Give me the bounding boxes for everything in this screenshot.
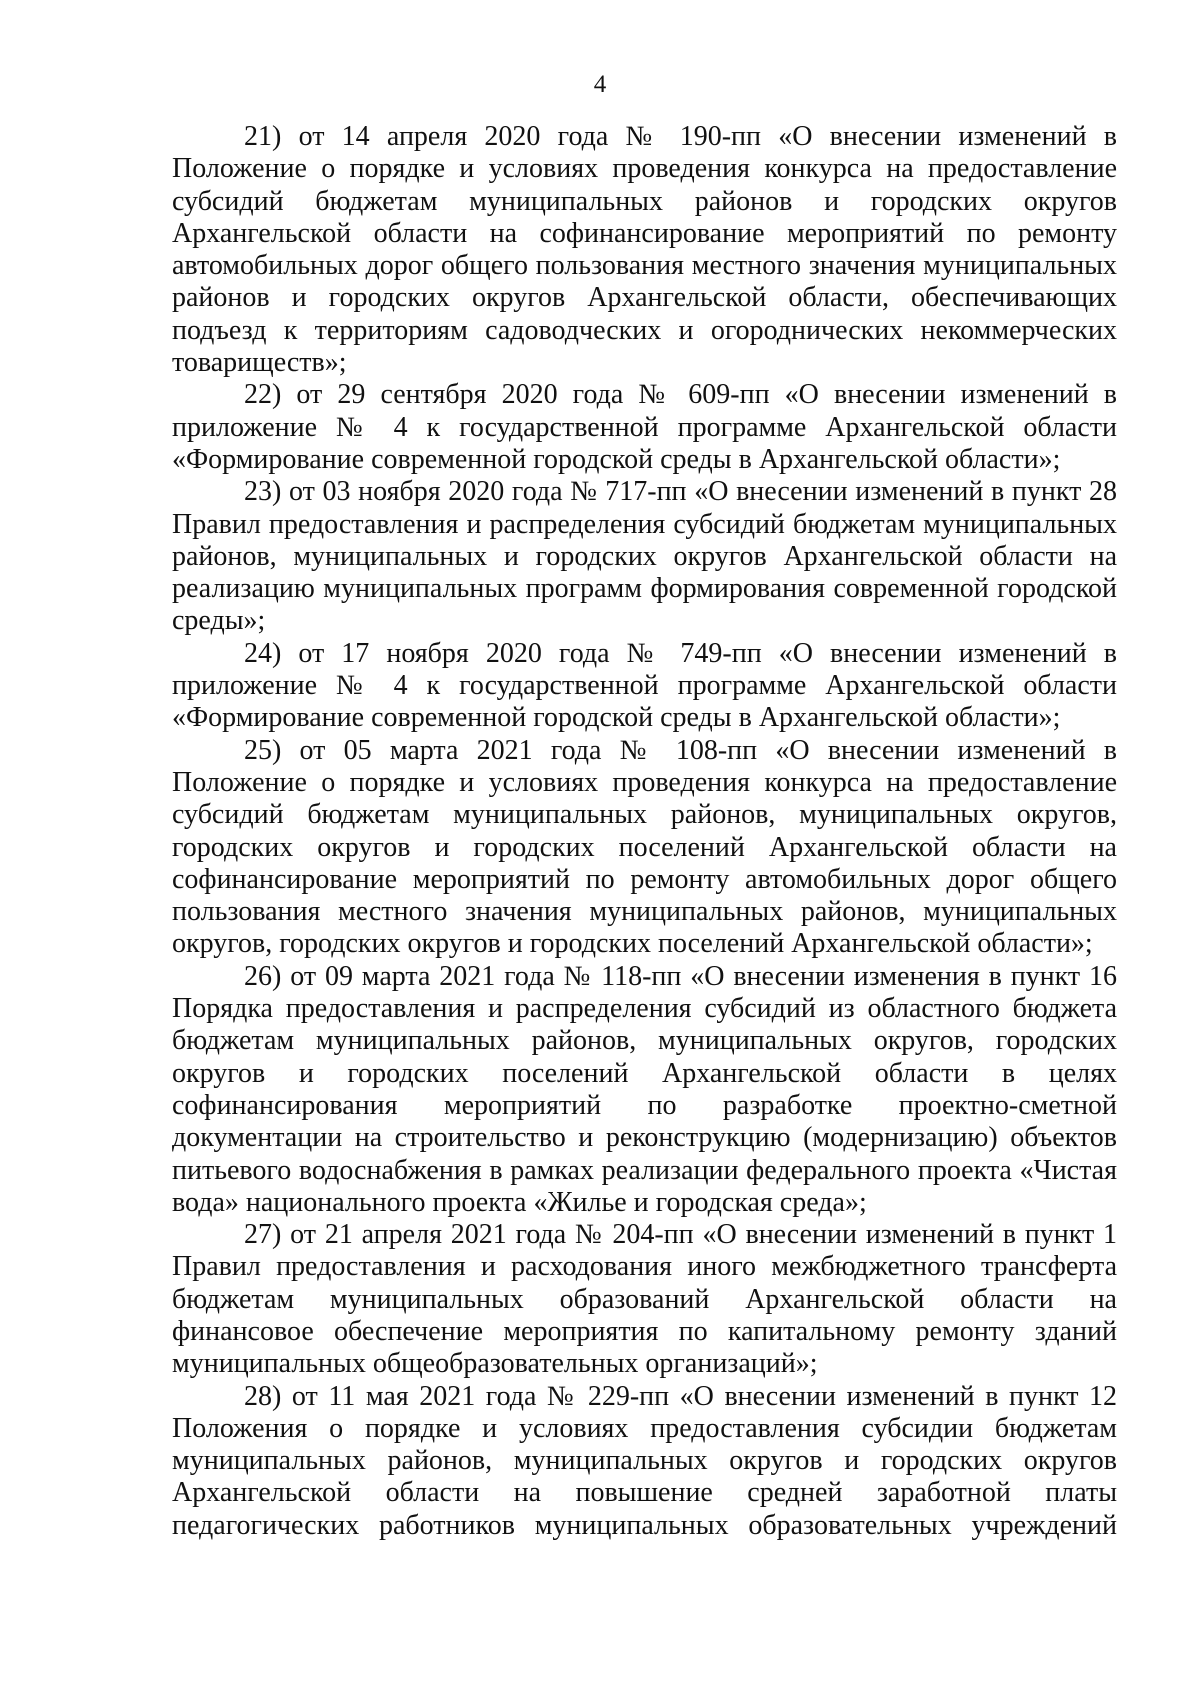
item-number: 24) bbox=[244, 637, 282, 669]
list-item-26 bbox=[172, 961, 1117, 1219]
list-item-28 bbox=[172, 1381, 1117, 1542]
item-number: 26) bbox=[244, 960, 282, 992]
list-item-27 bbox=[172, 1219, 1117, 1380]
item-number: 23) bbox=[244, 476, 282, 508]
item-text: от 05 марта 2021 года № 108-пп «О внесении изменений в Положение о порядке и условиях проведения конкурса на предоставление субсидий бюджетам муниципальных районов, муниципальных округов, городских округов и городских поселений Архангельской области на софинансирование мероприятий по ремонту автомобильных дорог общего пользования местного значения муниципальных районов, муниципальных округов, городских округов и городских поселений Архангельской области»; bbox=[172, 734, 1118, 960]
list-item-22 bbox=[172, 379, 1117, 476]
item-number: 25) bbox=[244, 734, 282, 766]
item-number: 27) bbox=[244, 1219, 282, 1251]
item-text: от 17 ноября 2020 года № 749-пп «О внесении изменений в приложение № 4 к государственной программе Архангельской области «Формирование современной городской среды в Архангельской области»; bbox=[172, 637, 1118, 734]
list-item-25 bbox=[172, 735, 1117, 961]
page-number: 4 bbox=[593, 71, 607, 98]
list-item-21 bbox=[172, 121, 1117, 379]
item-number: 21) bbox=[244, 121, 282, 152]
list-item-24 bbox=[172, 638, 1117, 735]
item-text: от 03 ноября 2020 года № 717-пп «О внесении изменений в пункт 28 Правил предоставления и распределения субсидий бюджетам муниципальных районов, муниципальных и городских округов Архангельской области на реализацию муниципальных программ формирования современной городской среды»; bbox=[172, 476, 1117, 637]
item-number: 28) bbox=[244, 1380, 282, 1412]
item-text: от 29 сентября 2020 года № 609-пп «О внесении изменений в приложение № 4 к государственной программе Архангельской области «Формирование современной городской среды в Архангельской области»; bbox=[172, 379, 1118, 475]
item-number: 22) bbox=[244, 379, 282, 411]
item-text: от 14 апреля 2020 года № 190-пп «О внесении изменений в Положение о порядке и условиях проведения конкурса на предоставление субсидий бюджетам муниципальных районов и городских округов Архангельской области на софинансирование мероприятий по ремонту автомобильных дорог общего пользования местного значения муниципальных районов и городских округов Архангельской области, обеспечивающих подъезд к территориям садоводческих и огороднических некоммерческих товариществ»; bbox=[172, 121, 1118, 379]
item-text: от 11 мая 2021 года № 229-пп «О внесении изменений в пункт 12 Положения о порядке и условиях предоставления субсидии бюджетам муниципальных районов, муниципальных округов и городских округов Архангельской области на повышение средней заработной платы педагогических работников муниципальных образовательных учреждений bbox=[172, 1380, 1117, 1541]
item-text: от 09 марта 2021 года № 118-пп «О внесении изменения в пункт 16 Порядка предоставления и распределения субсидий из областного бюджета бюджетам муниципальных районов, муниципальных округов, городских округов и городских поселений Архангельской области в целях софинансирования мероприятий по разработке проектно-сметной документации на строительство и реконструкцию (модернизацию) объектов питьевого водоснабжения в рамках реализации федерального проекта «Чистая вода» национального проекта «Жилье и городская среда»; bbox=[172, 960, 1118, 1218]
list-item-23 bbox=[172, 476, 1117, 637]
document-body bbox=[172, 121, 1117, 1542]
item-text: от 21 апреля 2021 года № 204-пп «О внесении изменений в пункт 1 Правил предоставления и расходования иного межбюджетного трансферта бюджетам муниципальных образований Архангельской области на финансовое обеспечение мероприятия по капитальному ремонту зданий муниципальных общеобразовательных организаций»; bbox=[172, 1219, 1118, 1380]
